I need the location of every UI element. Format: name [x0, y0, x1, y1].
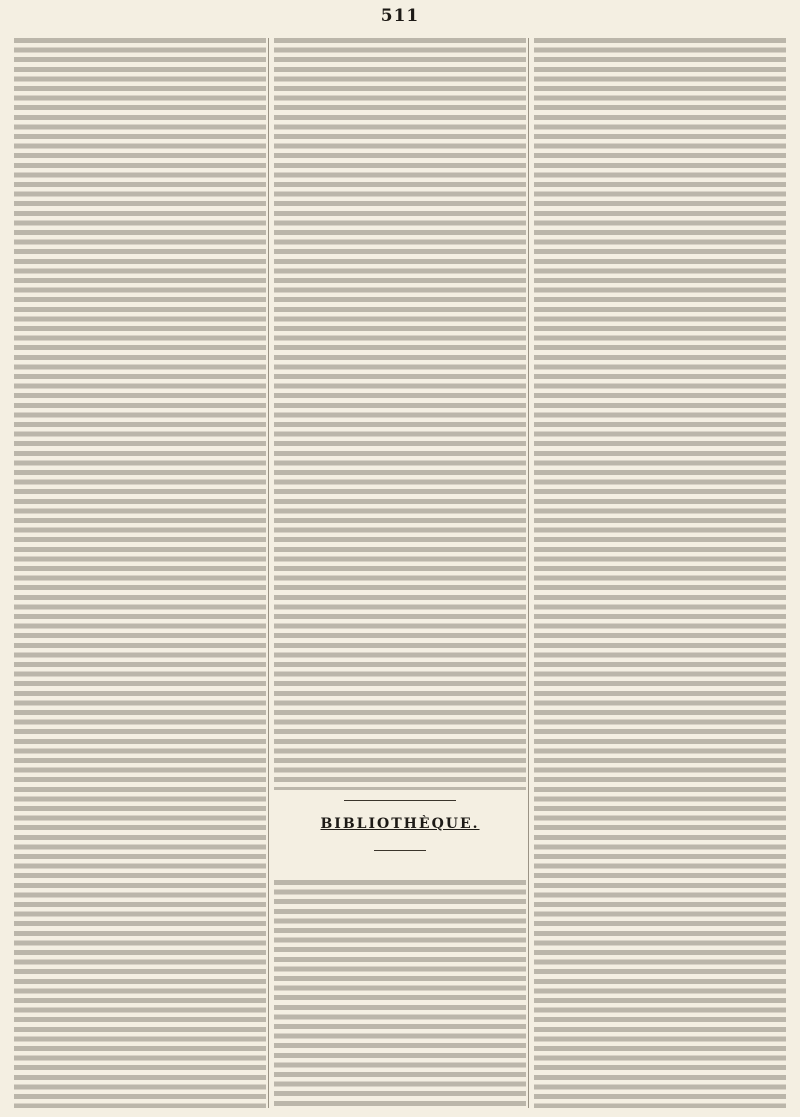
column-separator	[528, 38, 529, 1108]
column-separator	[268, 38, 269, 1108]
section-rule	[374, 850, 426, 851]
column-text-placeholder	[14, 38, 266, 1108]
text-column-left	[14, 38, 266, 1108]
column-text-placeholder	[274, 38, 526, 790]
column-text-placeholder	[534, 38, 786, 1108]
section-heading: BIBLIOTHÈQUE.	[274, 816, 526, 832]
column-text-placeholder	[274, 880, 526, 1108]
text-column-right	[534, 38, 786, 1108]
text-column-middle	[274, 38, 526, 1108]
page-number: 511	[380, 6, 420, 26]
section-rule	[344, 800, 456, 801]
